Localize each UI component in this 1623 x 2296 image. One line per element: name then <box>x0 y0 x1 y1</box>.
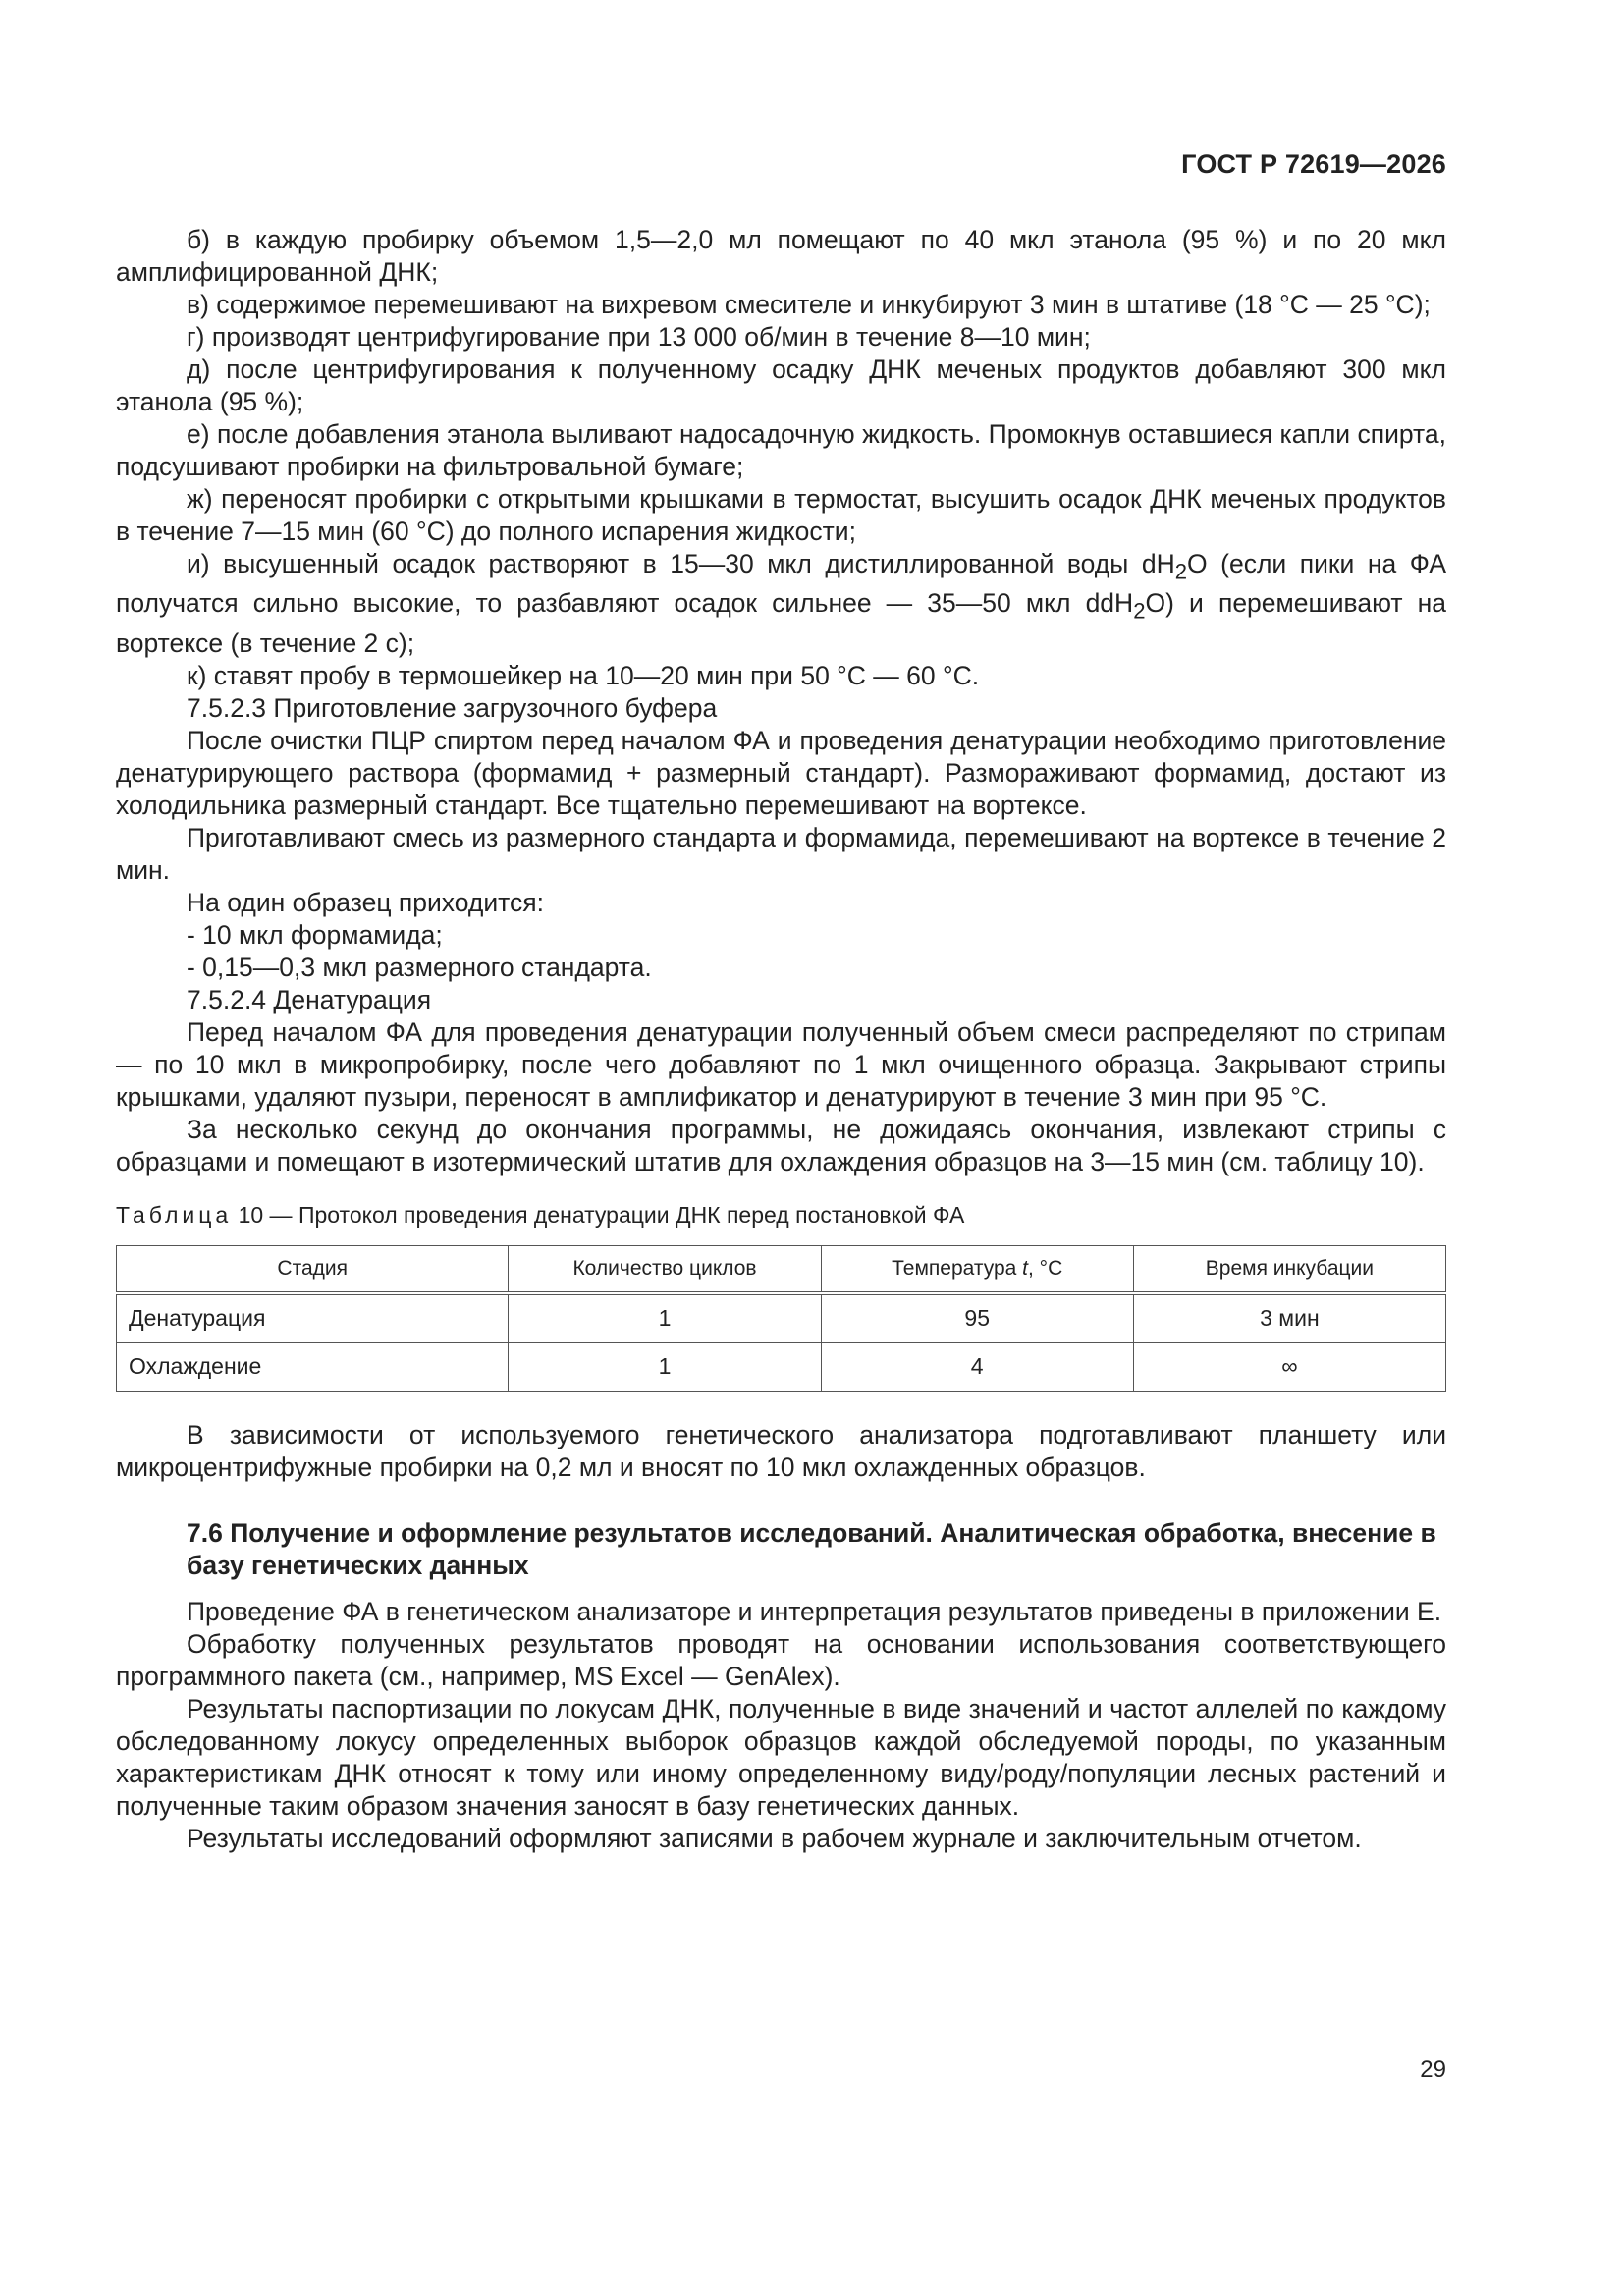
paragraph-i-part-2: O (если пики на ФА получатся сильно высокие, то разбавляют осадок сильнее — 35—50 мкл ddH <box>116 549 1446 619</box>
cell-temperature: 95 <box>821 1293 1133 1343</box>
header-temperature-label: Температура <box>892 1256 1023 1280</box>
paragraph-per-sample: На один образец приходится: <box>187 887 544 917</box>
paragraph-d: д) после центрифугирования к полученному осадку ДНК меченых продуктов добавляют 300 мкл этанола (95 %); <box>116 355 1446 416</box>
subsection-heading-7-5-2-4: 7.5.2.4 Денатурация <box>187 984 432 1014</box>
table-row <box>117 1342 1446 1391</box>
document-code: ГОСТ Р 72619—2026 <box>1181 149 1446 179</box>
table-caption <box>116 1200 1446 1230</box>
subsection-heading-7-5-2-3: 7.5.2.3 Приготовление загрузочного буфера <box>187 692 718 723</box>
paragraph-processing: Обработку полученных результатов проводят на основании использования соответствующего программного пакета (см., например, MS Excel — GenAlex). <box>116 1628 1446 1691</box>
paragraph-denaturation: Перед началом ФА для проведения денатурации полученный объем смеси распределяют по стрипам — по 10 мкл в микропробирку, после чего добавляют по 1 мкл очищенного образца. Закрывают стрипы крышками, удаляют пузыри, переносят в амплификатор и денатурируют в течение 3 мин при 95 °С. <box>116 1016 1446 1112</box>
subscript-2: 2 <box>1133 598 1146 624</box>
paragraph-plate-prep: В зависимости от используемого генетического анализатора подготавливают планшету или микроцентрифужные пробирки на 0,2 мл и вносят по 10 мкл охлажденных образцов. <box>116 1419 1446 1482</box>
paragraph-reporting: Результаты исследований оформляют записями в рабочем журнале и заключительным отчетом. <box>187 1823 1362 1853</box>
cell-cycles: 1 <box>509 1342 821 1391</box>
table-header-row <box>117 1245 1446 1293</box>
header-temperature-unit: , °С <box>1028 1256 1063 1280</box>
paragraph-i <box>116 548 1446 660</box>
cell-temperature: 4 <box>821 1342 1133 1391</box>
table-caption-text: 10 — Протокол проведения денатурации ДНК перед постановкой ФА <box>232 1201 965 1228</box>
cell-stage: Охлаждение <box>117 1342 509 1391</box>
paragraph-k: к) ставят пробу в термошейкер на 10—20 мин при 50 °С — 60 °С. <box>187 660 980 690</box>
denaturation-protocol-table <box>116 1245 1446 1392</box>
table-row <box>117 1293 1446 1343</box>
cell-time: 3 мин <box>1133 1293 1445 1343</box>
header-temperature <box>821 1245 1133 1293</box>
paragraph-mix: Приготавливают смесь из размерного стандарта и формамида, перемешивают на вортексе в течение 2 мин. <box>116 822 1446 885</box>
subscript-2: 2 <box>1174 559 1187 584</box>
header-stage: Стадия <box>117 1245 509 1293</box>
paragraph-i-part-1: и) высушенный осадок растворяют в 15—30 мкл дистиллированной воды dH <box>187 549 1175 578</box>
cell-stage: Денатурация <box>117 1293 509 1343</box>
section-heading-7-6: 7.6 Получение и оформление результатов исследований. Аналитическая обработка, внесение в базу генетических данных <box>187 1517 1436 1580</box>
page-number: 29 <box>1420 2056 1446 2083</box>
paragraph-zh: ж) переносят пробирки с открытыми крышками в термостат, высушить осадок ДНК меченых продуктов в течение 7—15 мин (60 °С) до полного испарения жидкости; <box>116 484 1446 546</box>
paragraph-b: б) в каждую пробирку объемом 1,5—2,0 мл помещают по 40 мкл этанола (95 %) и по 20 мкл амплифицированной ДНК; <box>116 225 1446 287</box>
paragraph-i-part-3: O) и перемешивают на вортексе (в течение 2 с); <box>116 588 1447 658</box>
cell-time: ∞ <box>1133 1342 1445 1391</box>
paragraph-passport-results: Результаты паспортизации по локусам ДНК, полученные в виде значений и частот аллелей по каждому обследованному локусу определенных выборок образцов каждой обследуемой породы, по указанным характеристикам ДНК относят к тому или иному определенному виду/роду/популяции лесных растений и полученные таким образом значения заносят в базу генетических данных. <box>116 1693 1446 1821</box>
list-item-size-standard: - 0,15—0,3 мкл размерного стандарта. <box>187 952 652 982</box>
cell-cycles: 1 <box>509 1293 821 1343</box>
paragraph-cooling: За несколько секунд до окончания программы, не дожидаясь окончания, извлекают стрипы с образцами и помещают в изотермический штатив для охлаждения образцов на 3—15 мин (см. таблицу 10). <box>116 1114 1446 1176</box>
header-temperature-variable: t <box>1022 1256 1029 1280</box>
table-caption-label: Таблица <box>116 1201 233 1228</box>
paragraph-v: в) содержимое перемешивают на вихревом смесителе и инкубируют 3 мин в штативе (18 °С — 25 °С); <box>187 290 1431 319</box>
list-item-formamide: - 10 мкл формамида; <box>187 919 443 950</box>
paragraph-g: г) производят центрифугирование при 13 000 об/мин в течение 8—10 мин; <box>187 322 1091 352</box>
document-body <box>116 224 1446 1855</box>
paragraph-fa-interpretation: Проведение ФА в генетическом анализаторе и интерпретация результатов приведены в приложении Е. <box>187 1596 1442 1626</box>
header-cycles: Количество циклов <box>509 1245 821 1293</box>
paragraph-e: е) после добавления этанола выливают надосадочную жидкость. Промокнув оставшиеся капли спирта, подсушивают пробирки на фильтровальной бумаге; <box>116 419 1446 481</box>
header-incubation-time: Время инкубации <box>1133 1245 1445 1293</box>
paragraph-buffer-prep: После очистки ПЦР спиртом перед началом ФА и проведения денатурации необходимо приготовление денатурирующего раствора (формамид + размерный стандарт). Размораживают формамид, достают из холодильника размерный стандарт. Все тщательно перемешивают на вортексе. <box>116 725 1446 820</box>
